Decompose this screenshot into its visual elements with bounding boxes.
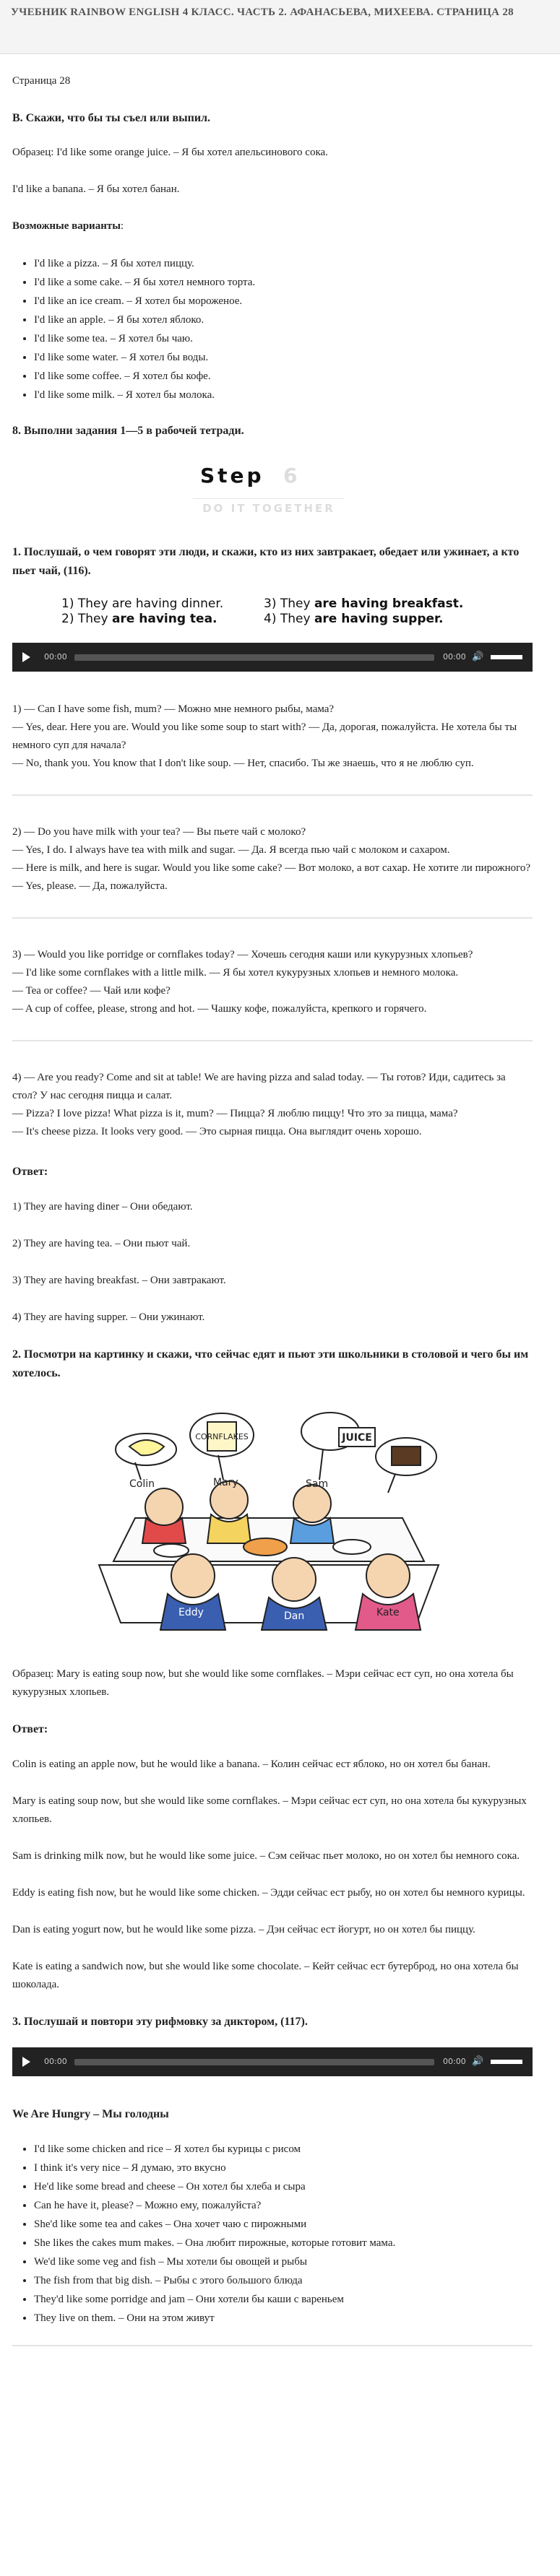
list-item: • She likes the cakes mum makes. – Она любит пирожные, которые готовит мама. [34,2234,533,2252]
list-item: • I'd like an ice cream. – Я хотел бы мороженое. [34,292,533,311]
page-header [0,0,560,54]
option-1 [61,597,264,612]
dialog-1 [12,701,533,773]
current-time: 00:00 [44,2057,67,2066]
name-label-mary: Mary [213,1477,238,1488]
article-content [12,72,533,2346]
option-rest: dinner. [181,597,224,611]
list-item: • I'd like some water. – Я хотел бы воды. [34,348,533,367]
option-2 [61,612,264,627]
cornflakes-label: CORNFLAKES [195,1432,249,1441]
divider [12,2345,533,2346]
total-time: 00:00 [443,2057,466,2066]
step-number: 6 [283,464,298,487]
divider [12,917,533,919]
list-item: • I'd like some milk. – Я хотел бы молока. [34,386,533,404]
dialog-line: — Yes, I do. I always have tea with milk and sugar. — Да. Я всегда пью чай с молоком и сахаром. [12,844,450,856]
list-item: • I think it's very nice – Я думаю, это вкусно [34,2159,533,2177]
option-3 [264,597,466,612]
task-2-example: Образец: Mary is eating soup now, but she would like some cornflakes. – Мэри сейчас ест суп, но она хотела бы кукурузных хлопьев. [12,1668,514,1698]
option-num: 2) [61,612,74,626]
list-item: • We'd like some veg and fish – Мы хотели бы овощей и рыбы [34,2252,533,2271]
list-item: • I'd like some chicken and rice – Я хотел бы курицы с рисом [34,2140,533,2159]
list-item: • The fish from that big dish. – Рыбы с этого большого блюда [34,2271,533,2290]
dialog-line: — Tea or coffee? — Чай или кофе? [12,985,171,997]
list-item: • I'd like a pizza. – Я бы хотел пиццу. [34,254,533,273]
dialog-line: — A cup of coffee, please, strong and hot. — Чашку кофе, пожалуйста, крепкого и горячего. [12,1003,427,1015]
audio-player-117[interactable] [12,2047,533,2076]
list-item: • I'd like some tea. – Я хотел бы чаю. [34,329,533,348]
list-item: • I'd like some coffee. – Я хотел бы кофе. [34,367,533,386]
current-time: 00:00 [44,652,67,662]
answer-line: 2) They are having tea. – Они пьют чай. [12,1238,191,1249]
variants-list [12,254,533,404]
list-item: • He'd like some bread and cheese – Он хотел бы хлеба и сыра [34,2177,533,2196]
dialog-2 [12,823,533,895]
answer-line: 1) They are having diner – Они обедают. [12,1201,193,1213]
dialog-line: 2) — Do you have milk with your tea? — Вы пьете чай с молоко? [12,826,306,838]
canteen-picture [85,1399,453,1637]
task-1-options [61,597,533,627]
dialog-3 [12,946,533,1018]
answer-label: Ответ: [12,1166,48,1178]
list-item: • They'd like some porridge and jam – Они хотели бы каши с вареньем [34,2290,533,2309]
option-4 [264,612,466,627]
variants-heading [12,217,533,235]
task-b-title: B. Скажи, что бы ты съел или выпил. [12,112,211,124]
answer-line: Mary is eating soup now, but she would like some cornflakes. – Мэри сейчас ест суп, но она хотела бы кукурузных хлопьев. [12,1795,527,1825]
answer-label: Ответ: [12,1723,48,1735]
dialog-line: 3) — Would you like porridge or cornflakes today? — Хочешь сегодня каши или кукурузных хлопьев? [12,949,473,960]
divider [12,794,533,796]
name-label-eddy: Eddy [178,1607,204,1618]
dialog-line: — Yes, please. — Да, пожалуйста. [12,880,168,892]
option-lead: They are having [77,597,178,611]
divider [12,1040,533,1041]
poem-lines [12,2140,533,2328]
dialog-line: 1) — Can I have some fish, mum? — Можно мне немного рыбы, мама? [12,703,335,715]
answer-line: Kate is eating a sandwich now, but she would like some chocolate. – Кейт сейчас ест бутерброд, но она хотела бы шоколада. [12,1961,519,1990]
dialog-line: — It's cheese pizza. It looks very good. — Это сырная пицца. Она выглядит очень хорошо. [12,1126,422,1137]
variants-title: Возможные варианты [12,220,121,232]
name-label-kate: Kate [376,1607,400,1618]
dialog-line: — I'd like some cornflakes with a little milk. — Я бы хотел кукурузных хлопьев и немного молока. [12,967,459,979]
total-time: 00:00 [443,652,466,662]
name-label-sam: Sam [306,1478,329,1490]
audio-player-116[interactable] [12,643,533,672]
option-rest: are having supper. [314,612,444,626]
option-num: 1) [61,597,74,611]
option-lead: They [280,597,311,611]
answer-line: Colin is eating an apple now, but he would like a banana. – Колин сейчас ест яблоко, но он хотел бы банан. [12,1758,491,1770]
volume-icon[interactable]: 🔊 [472,2056,484,2067]
list-item: • I'd like an apple. – Я бы хотел яблоко. [34,311,533,329]
page-label: Страница 28 [12,75,71,87]
step-word: Step [200,464,264,487]
volume-icon[interactable]: 🔊 [472,651,484,662]
task-3-title: 3. Послушай и повтори эту рифмовку за диктором, (117). [12,2016,308,2028]
dialog-4 [12,1069,533,1141]
option-lead: They [77,612,108,626]
task-8-title: 8. Выполни задания 1—5 в рабочей тетради. [12,425,244,437]
answer-line: Dan is eating yogurt now, but he would like some pizza. – Дэн сейчас ест йогурт, но он хотел бы пиццу. [12,1924,475,1935]
answer-line: Eddy is eating fish now, but he would like some chicken. – Эдди сейчас ест рыбу, но он хотел бы немного курицы. [12,1887,525,1899]
list-item: • They live on them. – Они на этом живут [34,2309,533,2328]
answer-line: 4) They are having supper. – Они ужинают. [12,1311,205,1323]
page-title: УЧЕБНИК RAINBOW ENGLISH 4 КЛАСС. ЧАСТЬ 2. АФАНАСЬЕВА, МИХЕЕВА. СТРАНИЦА 28 [11,6,514,18]
list-item: • She'd like some tea and cakes – Она хочет чаю с пирожными [34,2215,533,2234]
task-b-example: Образец: I'd like some orange juice. – Я бы хотел апельсинового сока. [12,147,328,158]
dialog-line: 4) — Are you ready? Come and sit at table! We are having pizza and salad today. — Ты готов? Иди, садитесь за стол? У нас сегодня пицца и салат. [12,1072,506,1101]
step-subtitle: DO IT TOGETHER [193,498,345,515]
list-item: • I'd like a some cake. – Я бы хотел немного торта. [34,273,533,292]
list-item: • Can he have it, please? – Можно ему, пожалуйста? [34,2196,533,2215]
name-label-dan: Dan [284,1610,305,1622]
variants-colon: : [120,220,124,232]
answer-line: Sam is drinking milk now, but he would like some juice. – Сэм сейчас пьет молоко, но он хотел бы немного сока. [12,1850,520,1862]
option-num: 3) [264,597,277,611]
name-label-colin: Colin [129,1478,155,1490]
dialog-line: — Yes, dear. Here you are. Would you like some soup to start with? — Да, дорогая, пожалуйста. Не хотела бы ты немного суп для начала? [12,721,517,751]
step-banner [178,456,366,521]
option-rest: are having breakfast. [314,597,464,611]
answer-line: 3) They are having breakfast. – Они завтракают. [12,1275,226,1286]
task-1-title: 1. Послушай, о чем говорят эти люди, и скажи, кто из них завтракает, обедает или ужинает, а кто пьет чай, (116). [12,546,520,577]
volume-slider[interactable] [491,2060,522,2064]
dialog-line: — Here is milk, and here is sugar. Would you like some cake? — Вот молоко, а вот сахар. Не хотите ли пирожного? [12,862,531,874]
poem-title: We Are Hungry – Мы голодны [12,2108,169,2120]
option-rest: are having tea. [111,612,217,626]
option-num: 4) [264,612,277,626]
dialog-line: — Pizza? I love pizza! What pizza is it, mum? — Пицца? Я люблю пиццу! Что это за пицца, мама? [12,1108,458,1119]
volume-slider[interactable] [491,655,522,659]
progress-track[interactable] [74,2059,434,2065]
task-b-example-2: I'd like a banana. – Я бы хотел банан. [12,183,180,195]
progress-track[interactable] [74,654,434,661]
task-2-title: 2. Посмотри на картинку и скажи, что сейчас едят и пьют эти школьники в столовой и чего бы им хотелось. [12,1348,529,1379]
play-icon[interactable] [22,2057,30,2067]
play-icon[interactable] [22,652,30,662]
juice-label: JUICE [342,1432,372,1444]
option-lead: They [280,612,311,626]
dialog-line: — No, thank you. You know that I don't like soup. — Нет, спасибо. Ты же знаешь, что я не люблю суп. [12,758,474,769]
